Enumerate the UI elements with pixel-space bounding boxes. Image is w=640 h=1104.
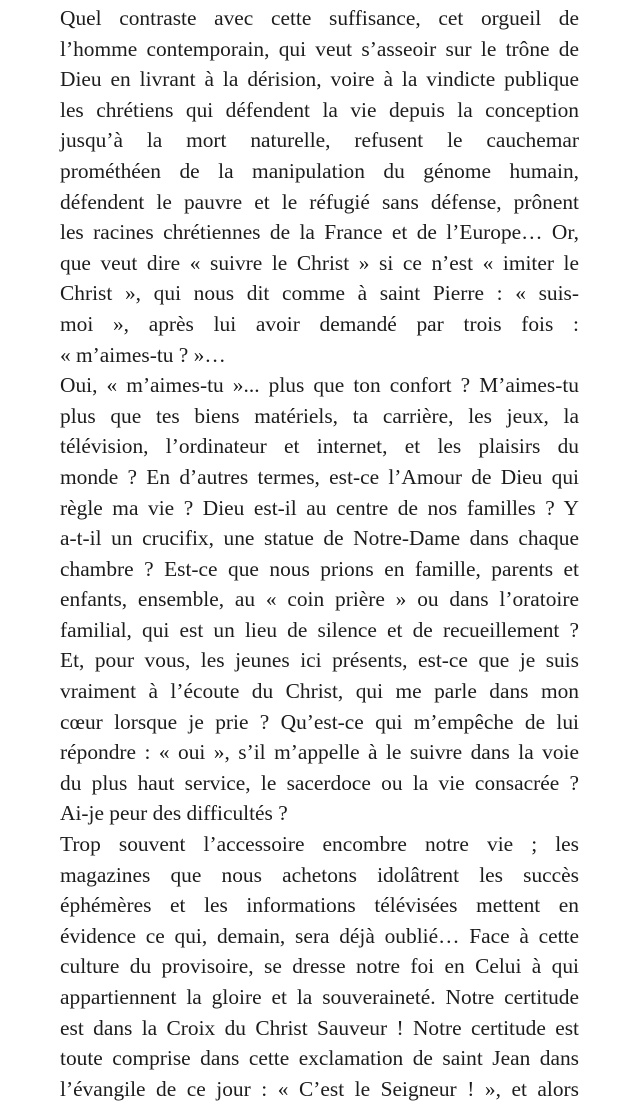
text-line: l’homme contemporain, qui veut s’asseoir sur le trône de — [60, 36, 579, 61]
text-line: télévision, l’ordinateur et internet, et les plaisirs du — [60, 434, 579, 459]
text-line: Quel contraste avec cette suffisance, cet orgueil de — [60, 6, 579, 30]
text-line: familial, qui est un lieu de silence et de recueillement ? — [60, 617, 579, 642]
text-line: Ai-je peur des difficultés ? — [60, 801, 288, 826]
text-line: répondre : « oui », s’il m’appelle à le suivre dans la voie — [60, 740, 579, 765]
text-line: Dieu en livrant à la dérision, voire à la vindicte publique — [60, 67, 579, 92]
text-line: vraiment à l’écoute du Christ, qui me parle dans mon — [60, 679, 579, 704]
text-line: que veut dire « suivre le Christ » si ce n’est « imiter le — [60, 250, 579, 275]
text-line: magazines que nous achetons idolâtrent les succès — [60, 862, 579, 887]
text-line: toute comprise dans cette exclamation de saint Jean dans — [60, 1046, 579, 1071]
text-line: les chrétiens qui défendent la vie depuis la conception — [60, 97, 579, 122]
document-page — [60, 3, 579, 1104]
text-line: culture du provisoire, se dresse notre foi en Celui à qui — [60, 954, 579, 979]
text-line: est dans la Croix du Christ Sauveur ! Notre certitude est — [60, 1015, 579, 1040]
paragraph-3 — [60, 829, 579, 1104]
text-line: défendent le pauvre et le réfugié sans défense, prônent — [60, 189, 579, 214]
text-line: enfants, ensemble, au « coin prière » ou dans l’oratoire — [60, 587, 579, 612]
text-line: Oui, « m’aimes-tu »... plus que ton confort ? M’aimes-tu — [60, 373, 579, 398]
paragraph-1 — [60, 3, 579, 370]
text-line: l’évangile de ce jour : « C’est le Seigneur ! », et alors — [60, 1076, 579, 1101]
text-line: Trop souvent l’accessoire encombre notre vie ; les — [60, 832, 579, 857]
text-line: a-t-il un crucifix, une statue de Notre-Dame dans chaque — [60, 526, 579, 551]
text-line: chambre ? Est-ce que nous prions en famille, parents et — [60, 556, 579, 581]
text-line: prométhéen de la manipulation du génome humain, — [60, 158, 579, 183]
text-line: évidence ce qui, demain, sera déjà oublié… Face à cette — [60, 923, 579, 948]
text-line: éphémères et les informations télévisées mettent en — [60, 893, 579, 918]
text-line: Christ », qui nous dit comme à saint Pierre : « suis- — [60, 281, 579, 306]
text-line: Et, pour vous, les jeunes ici présents, est-ce que je suis — [60, 648, 579, 673]
text-line: moi », après lui avoir demandé par trois fois : — [60, 311, 579, 336]
text-line: plus que tes biens matériels, ta carrière, les jeux, la — [60, 403, 579, 428]
text-line: règle ma vie ? Dieu est-il au centre de nos familles ? Y — [60, 495, 579, 520]
text-line: du plus haut service, le sacerdoce ou la vie consacrée ? — [60, 770, 579, 795]
text-line: les racines chrétiennes de la France et de l’Europe… Or, — [60, 220, 579, 245]
text-line: jusqu’à la mort naturelle, refusent le cauchemar — [60, 128, 579, 153]
paragraph-2 — [60, 370, 579, 829]
text-line: « m’aimes-tu ? »… — [60, 342, 226, 367]
text-line: cœur lorsque je prie ? Qu’est-ce qui m’empêche de lui — [60, 709, 579, 734]
text-line: appartiennent la gloire et la souveraineté. Notre certitude — [60, 985, 579, 1009]
text-line: monde ? En d’autres termes, est-ce l’Amour de Dieu qui — [60, 464, 579, 489]
